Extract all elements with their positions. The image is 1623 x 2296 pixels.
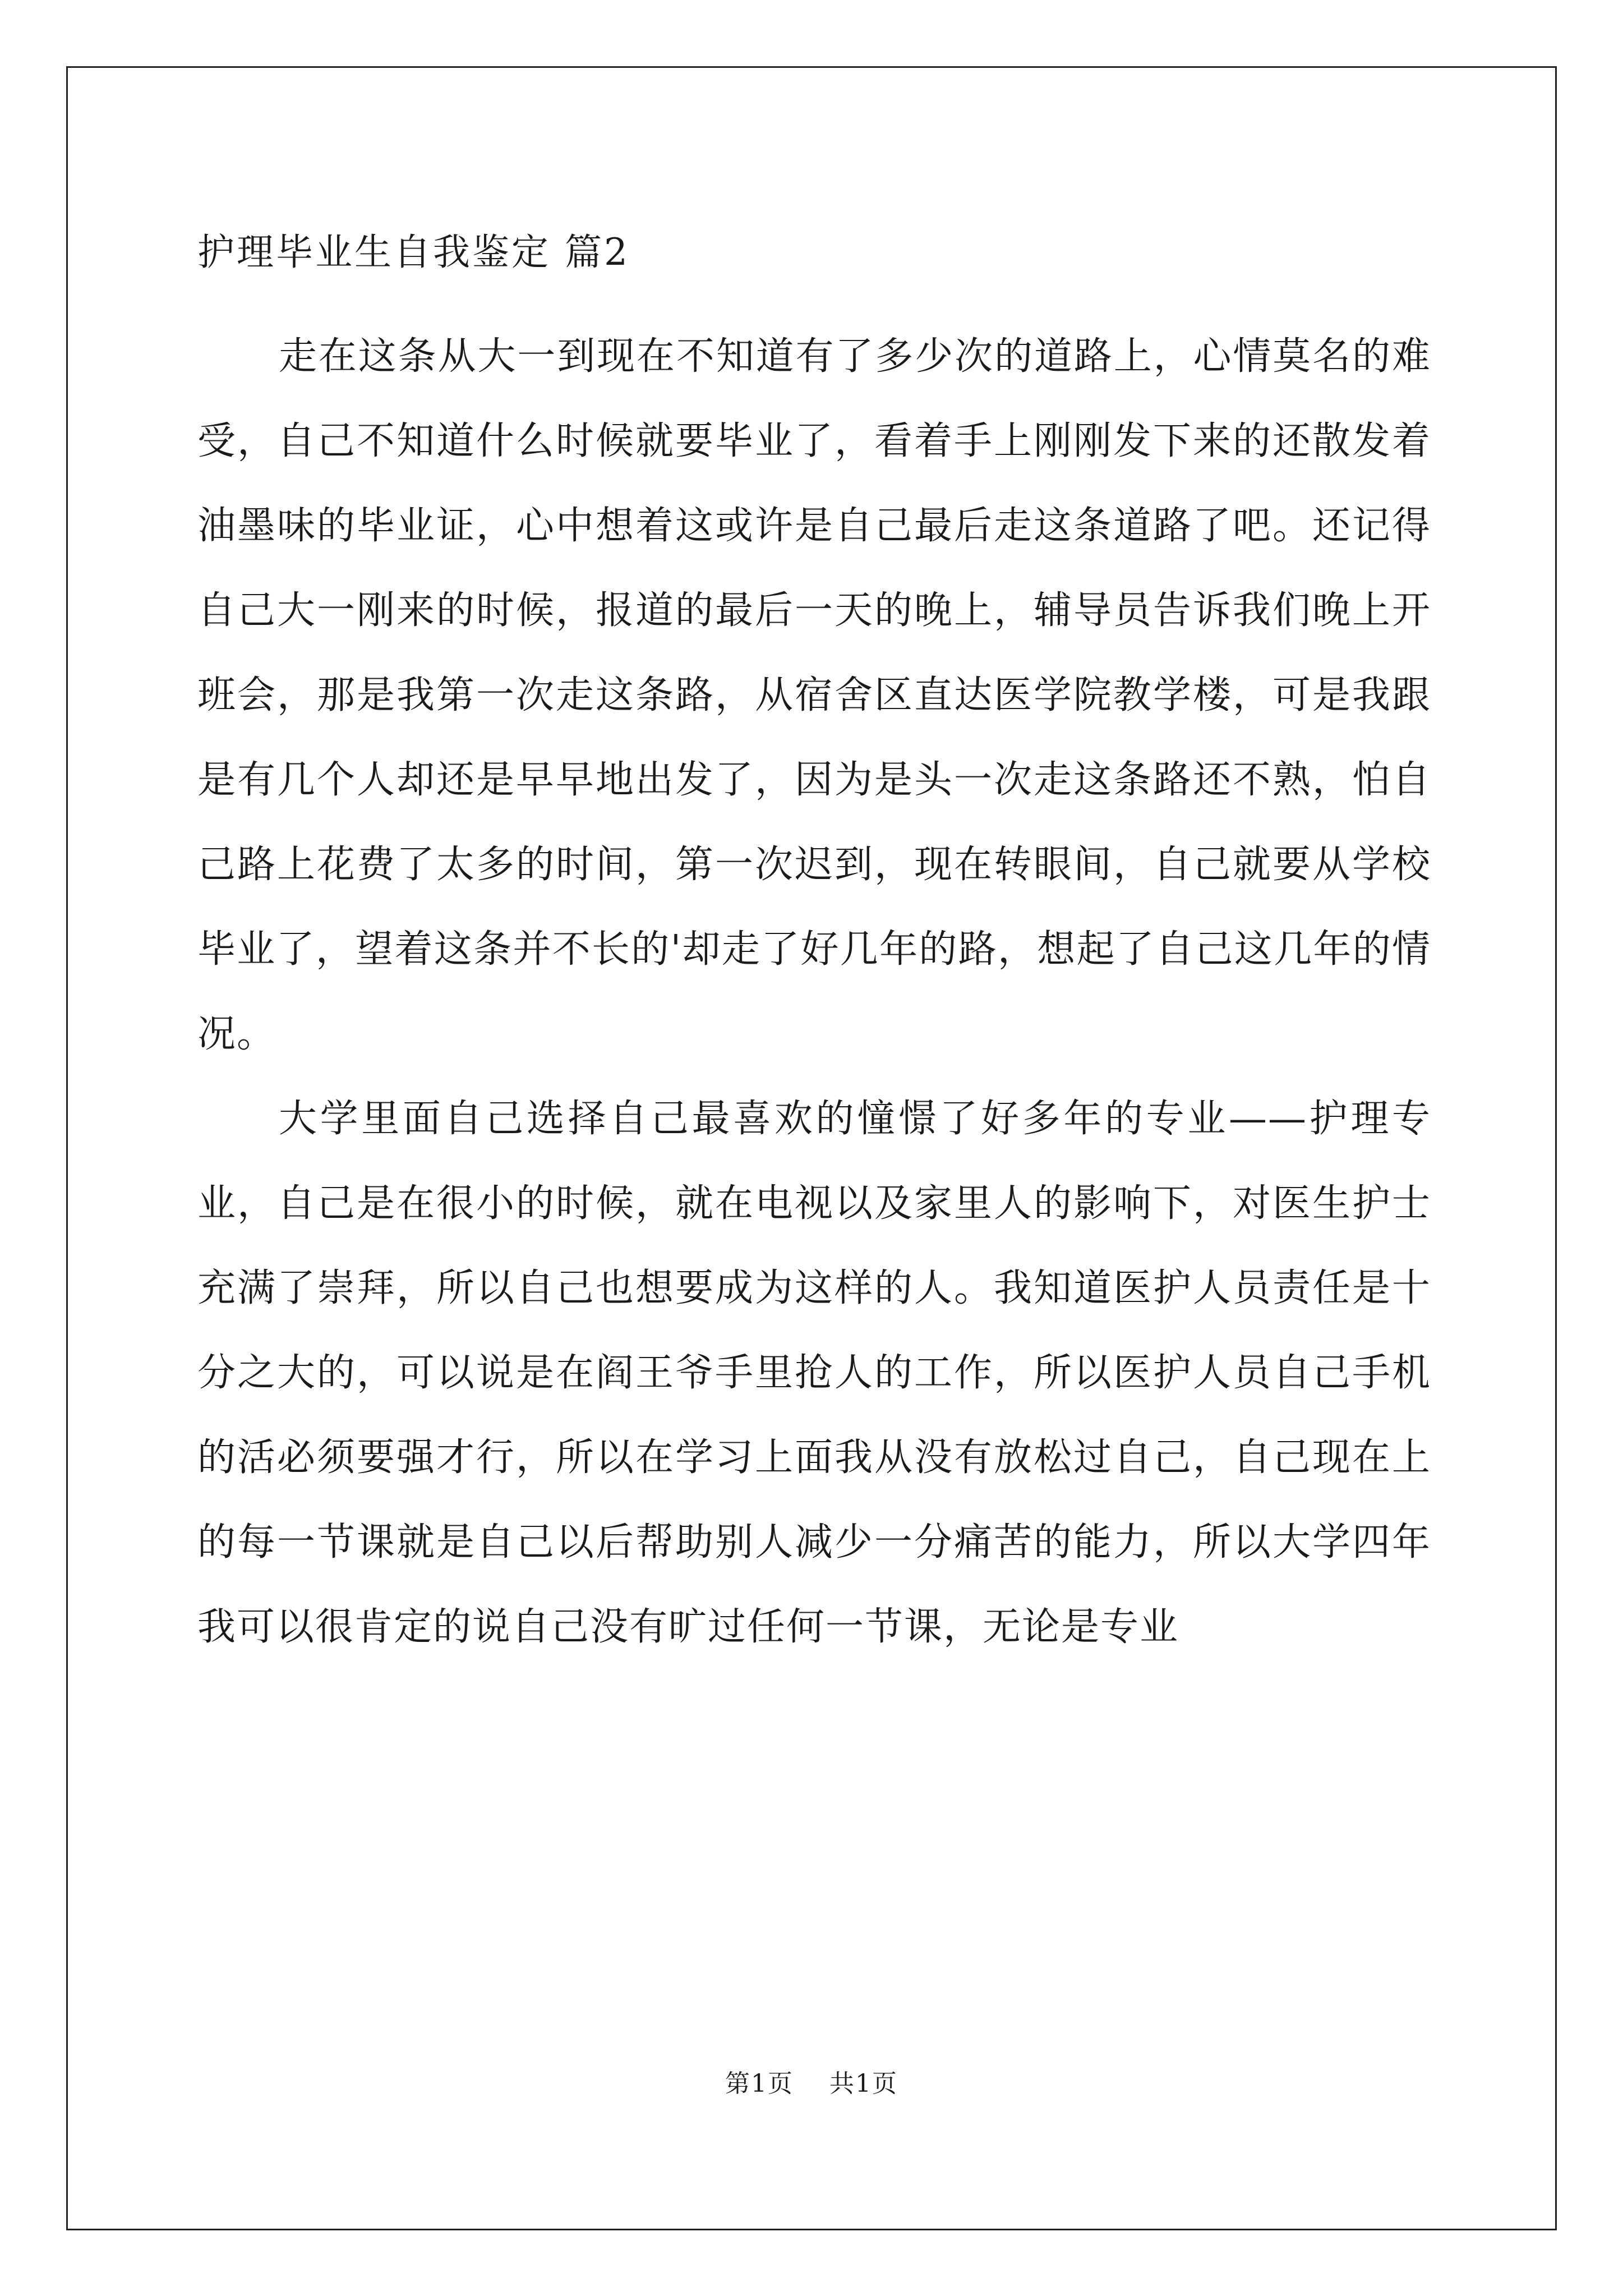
paragraph-1: 走在这条从大一到现在不知道有了多少次的道路上，心情莫名的难受，自己不知道什么时候就要毕业了，看着手上刚刚发下来的还散发着油墨味的毕业证，心中想着这或许是自己最后走这条道路了吧。还记得自己大一刚来的时候，报道的最后一天的晚上，辅导员告诉我们晚上开班会，那是我第一次走这条路，从宿舍区直达医学院教学楼，可是我跟是有几个人却还是早早地出发了，因为是头一次走这条路还不熟，怕自己路上花费了太多的时间，第一次迟到，现在转眼间，自己就要从学校毕业了，望着这条并不长的'却走了好几年的路，想起了自己这几年的情况。 bbox=[197, 334, 1431, 1056]
page-footer bbox=[0, 2067, 1623, 2101]
page-number: 第1页 bbox=[725, 2069, 794, 2098]
page-count: 共1页 bbox=[829, 2069, 898, 2098]
document-body bbox=[197, 224, 1431, 1669]
paragraph-2: 大学里面自己选择自己最喜欢的憧憬了好多年的专业——护理专业，自己是在很小的时候，就在电视以及家里人的影响下，对医生护士充满了崇拜，所以自己也想要成为这样的人。我知道医护人员责任是十分之大的，可以说是在阎王爷手里抢人的工作，所以医护人员自己手机的活必须要强才行，所以在学习上面我从没有放松过自己，自己现在上的每一节课就是自己以后帮助别人减少一分痛苦的能力，所以大学四年我可以很肯定的说自己没有旷过任何一节课，无论是专业 bbox=[197, 1097, 1431, 1649]
document-title: 护理毕业生自我鉴定 篇2 bbox=[197, 231, 630, 274]
